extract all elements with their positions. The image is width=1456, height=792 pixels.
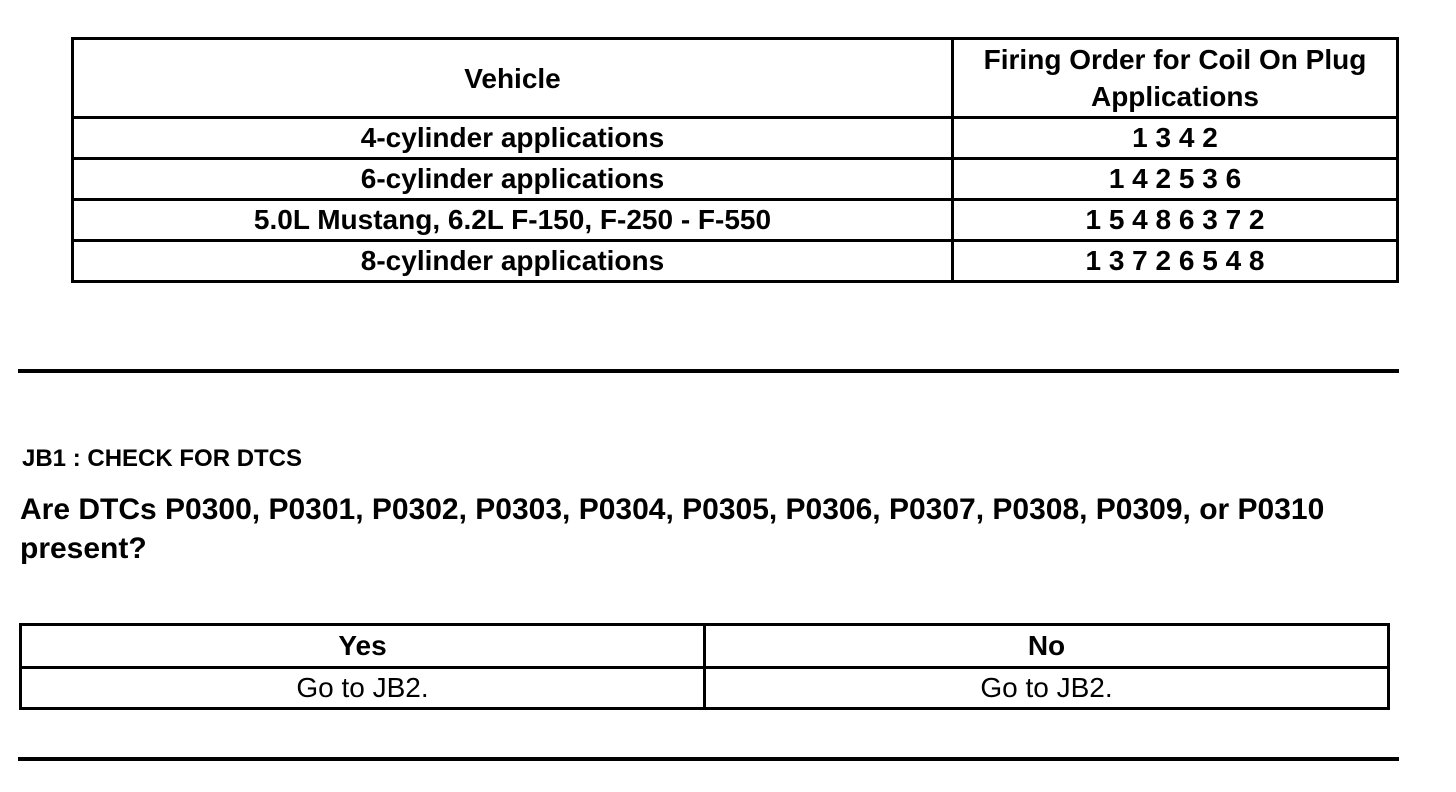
step-title: JB1 : CHECK FOR DTCS	[22, 445, 303, 472]
step-question: Are DTCs P0300, P0301, P0302, P0303, P0304, P0305, P0306, P0307, P0308, P0309, or P0310 present?	[20, 493, 1325, 565]
yes-action: Go to JB2.	[21, 668, 705, 709]
yes-header: Yes	[21, 625, 705, 668]
vehicle-cell: 4-cylinder applications	[73, 118, 953, 159]
firing-order-cell: 1 3 4 2	[953, 118, 1398, 159]
answer-header-row	[21, 625, 1389, 668]
vehicle-cell: 8-cylinder applications	[73, 241, 953, 282]
table-row	[73, 118, 1398, 159]
firing-order-cell: 1 4 2 5 3 6	[953, 159, 1398, 200]
section-divider	[18, 369, 1399, 373]
table-row	[73, 200, 1398, 241]
vehicle-header: Vehicle	[73, 39, 953, 118]
section-divider	[18, 757, 1399, 761]
firing-order-header: Firing Order for Coil On Plug Applications	[953, 39, 1398, 118]
firing-order-cell: 1 5 4 8 6 3 7 2	[953, 200, 1398, 241]
vehicle-cell: 5.0L Mustang, 6.2L F-150, F-250 - F-550	[73, 200, 953, 241]
table-header-row	[73, 39, 1398, 118]
table-row	[73, 159, 1398, 200]
vehicle-cell: 6-cylinder applications	[73, 159, 953, 200]
no-header: No	[705, 625, 1389, 668]
firing-order-table	[71, 37, 1399, 283]
no-action: Go to JB2.	[705, 668, 1389, 709]
table-row	[73, 241, 1398, 282]
firing-order-cell: 1 3 7 2 6 5 4 8	[953, 241, 1398, 282]
answer-action-row	[21, 668, 1389, 709]
answer-table	[19, 623, 1390, 710]
